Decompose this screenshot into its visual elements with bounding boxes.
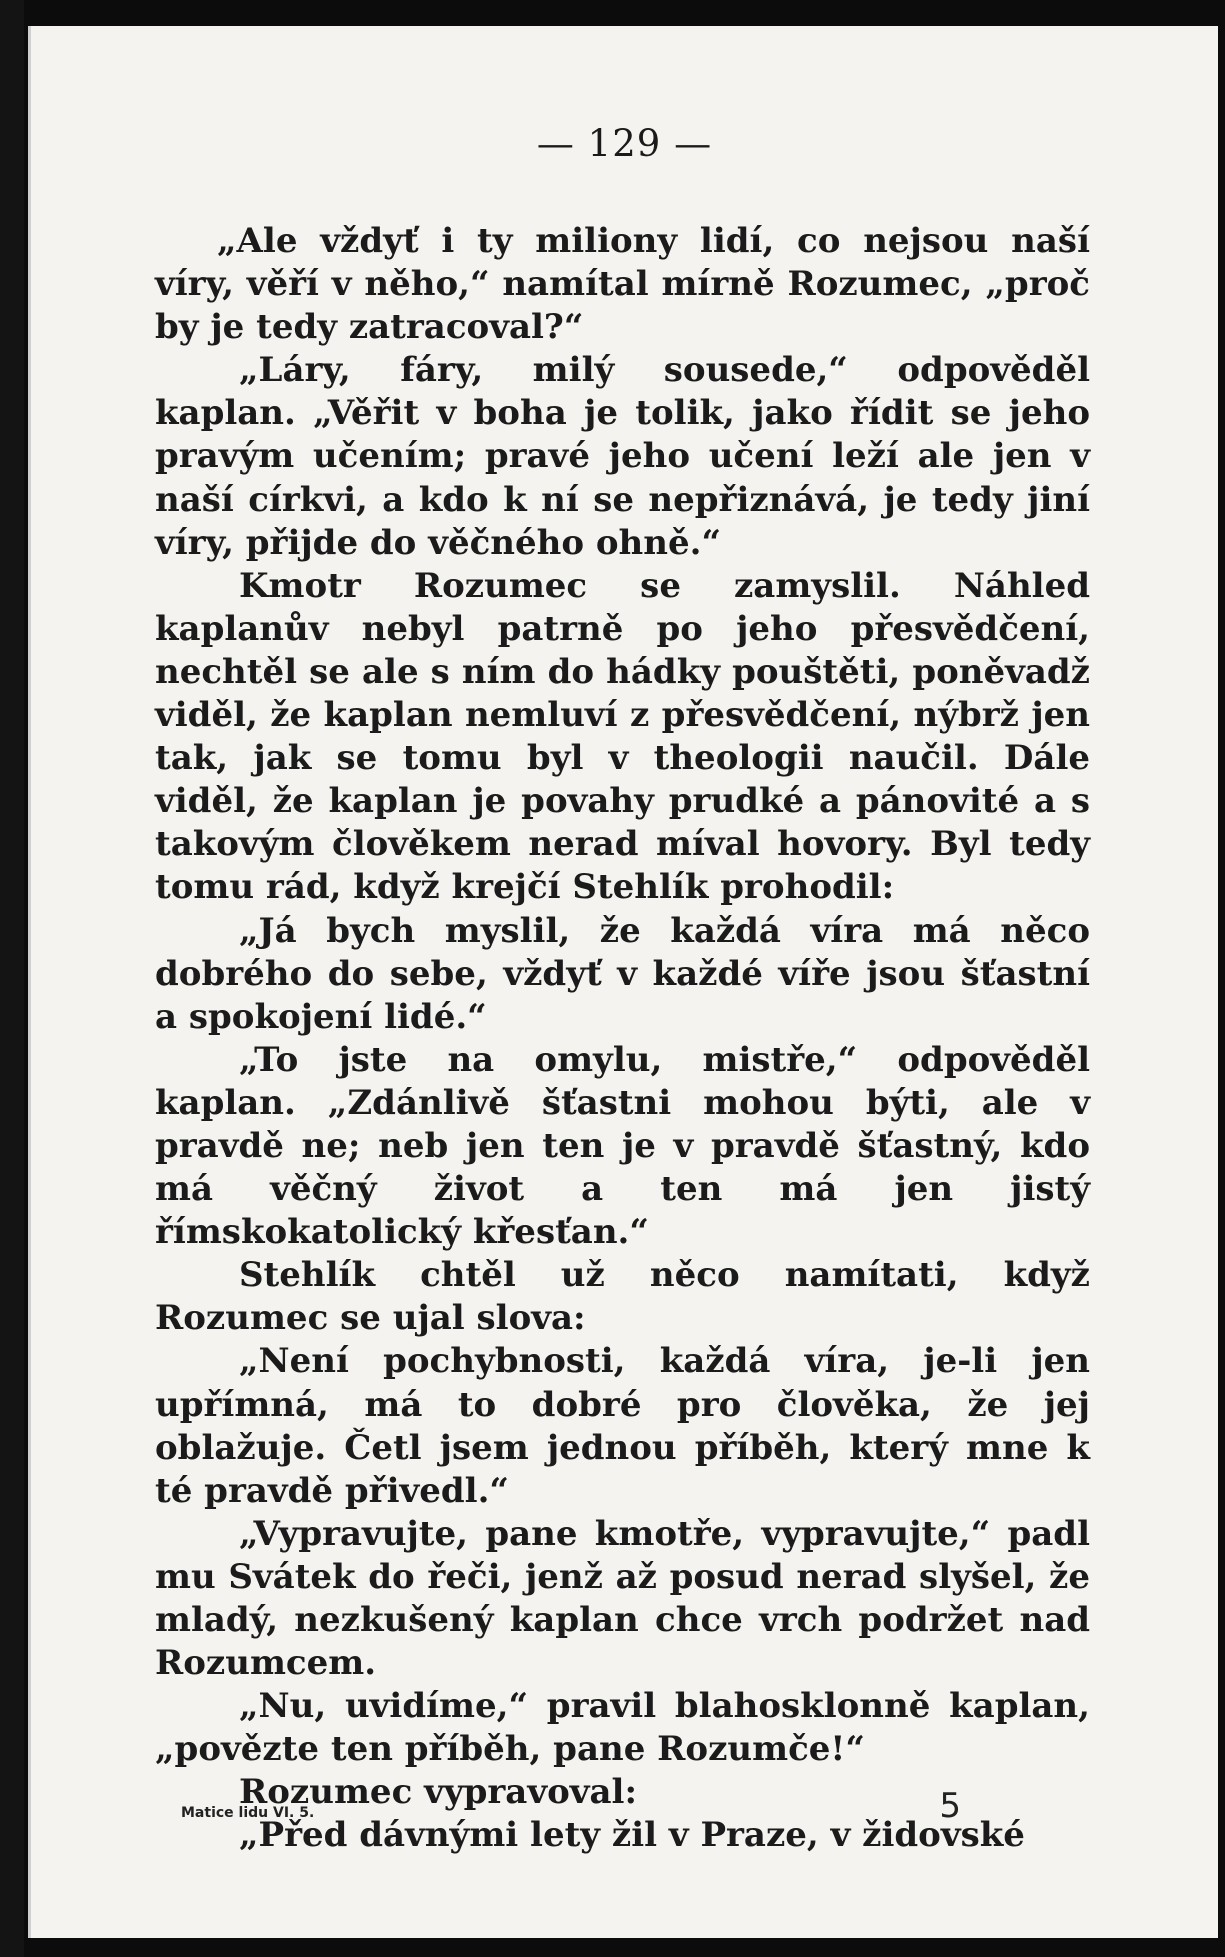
- paragraph: „Láry, fáry, milý sousede,“ odpověděl kaplan. „Věřit v boha je tolik, jako řídit se jeho pravým učením; pravé jeho učení leží ale jen v naší církvi, a kdo k ní se nepřiznává, je tedy jiní víry, přijde do věčného ohně.“: [155, 350, 1090, 563]
- book-page: [28, 26, 1218, 1938]
- body-text: [155, 220, 1090, 1858]
- printer-signature: Matice lidu VI. 5.: [181, 1805, 315, 1821]
- sheet-number: 5: [939, 1786, 961, 1826]
- paragraph: „Nu, uvidíme,“ pravil blahosklonně kaplan, „povězte ten příběh, pane Rozumče!“: [155, 1686, 1090, 1770]
- paragraph: „To jste na omylu, mistře,“ odpověděl kaplan. „Zdánlivě šťastni mohou býti, ale v pravdě ne; neb jen ten je v pravdě šťastný, kdo má věčný život a ten má jen jistý římskokatolický křesťan.“: [155, 1039, 1090, 1253]
- paragraph: „Ale vždyť i ty miliony lidí, co nejsou naší víry, věří v něho,“ namítal mírně Rozumec, „proč by je tedy zatracoval?“: [155, 221, 1090, 348]
- paragraph: Kmotr Rozumec se zamyslil. Náhled kaplanův nebyl patrně po jeho přesvědčení, nechtěl se ale s ním do hádky pouštěti, poněvadž viděl, že kaplan nemluví z přesvědčení, nýbrž jen tak, jak se tomu byl v theologii naučil. Dále viděl, že kaplan je povahy prudké a pánovité a s takovým člověkem nerad míval hovory. Byl tedy tomu rád, když krejčí Stehlík prohodil:: [155, 565, 1090, 908]
- page-footer: [181, 1786, 961, 1826]
- paragraph: Rozumec vypravoval:: [239, 1772, 638, 1813]
- page-number: — 129 —: [536, 122, 713, 165]
- paragraph: „Není pochybnosti, každá víra, je-li jen upřímná, má to dobré pro člověka, že jej oblažuje. Četl jsem jednou příběh, který mne k té pravdě přivedl.“: [155, 1341, 1090, 1511]
- scan-border: [0, 0, 24, 1957]
- paragraph: „Před dávnými lety žil v Praze, v židovské: [239, 1815, 1025, 1856]
- paragraph: Stehlík chtěl už něco namítati, když Rozumec se ujal slova:: [155, 1255, 1090, 1339]
- paragraph: „Já bych myslil, že každá víra má něco dobrého do sebe, vždyť v každé víře jsou šťastní a spokojení lidé.“: [155, 910, 1090, 1037]
- paragraph: „Vypravujte, pane kmotře, vypravujte,“ padl mu Svátek do řeči, jenž až posud nerad slyšel, že mladý, nezkušený kaplan chce vrch podržet nad Rozumcem.: [155, 1513, 1090, 1684]
